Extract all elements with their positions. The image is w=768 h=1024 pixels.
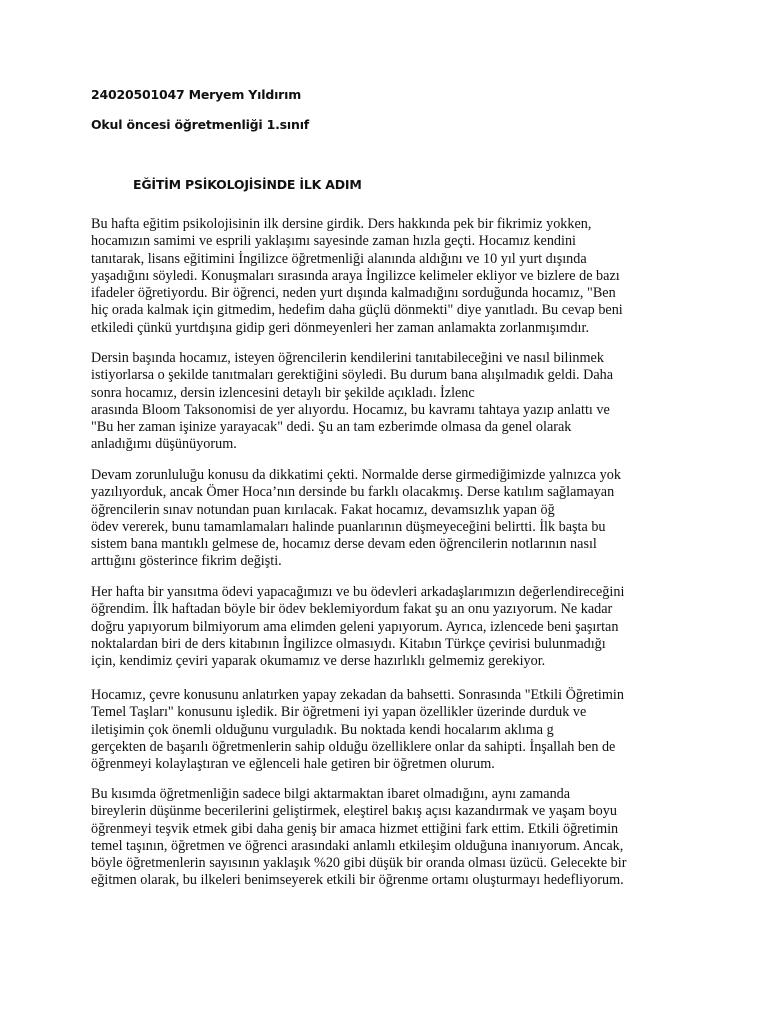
paragraph-line: bireylerin düşünme becerilerini geliştirmek, eleştirel bakış açısı kazandırmak ve yaşam boyu: [91, 803, 617, 820]
paragraph-line: noktalardan biri de ders kitabının İngilizce olmasıydı. Kitabın Türkçe çevirisi bulunmadığı: [91, 635, 606, 652]
paragraph-line: Dersin başında hocamız, isteyen öğrencilerin kendilerini tanıtabileceğini ve nasıl bilinmek: [91, 350, 604, 366]
paragraph-line: temel taşının, öğretmen ve öğrenci arasındaki anlamlı etkileşim olduğuna inanıyorum. Ancak,: [91, 837, 624, 854]
paragraph: [91, 350, 691, 454]
paragraph-line: sonra hocamız, dersin izlencesini detaylı bir şekilde açıkladı. İzlenc: [91, 384, 475, 401]
paragraph-line: arasında Bloom Taksonomisi de yer alıyordu. Hocamız, bu kavramı tahtaya yazıp anlattı ve: [91, 401, 610, 418]
paragraph-line: öğrenmeyi teşvik etmek gibi daha geniş bir amaca hizmet ettiğini fark ettim. Etkili öğretimin: [91, 820, 619, 837]
paragraph-line: sistem bana mantıklı gelmese de, hocamız derse devam eden öğrencilerin notlarının nasıl: [91, 536, 597, 553]
paragraph-line: için, kendimiz çeviri yaparak okumamız ve derse hazırlıklı gelmemiz gerekiyor.: [91, 653, 546, 670]
paragraph-line: öğrenmeyi kolaylaştıran ve eğlenceli hale getiren bir öğretmen olurum.: [91, 756, 495, 773]
paragraph: [91, 786, 691, 890]
paragraph-line: ödev vererek, bunu tamamlamaları halinde puanlarının düşmeyeceğini belirtti. İlk başta bu: [91, 518, 606, 535]
paragraph-line: yaşadığını söyledi. Konuşmaları sırasında araya İngilizce kelimeler ekliyor ve bizlere de bazı: [91, 267, 620, 284]
paragraph-line: eğitmen olarak, bu ilkeleri benimseyerek etkili bir öğrenme ortamı oluşturmayı hedefliyorum.: [91, 872, 624, 889]
paragraph: [91, 467, 691, 571]
paragraph-line: anladığımı düşünüyorum.: [91, 436, 237, 453]
paragraph-line: etkiledi çünkü yurtdışına gidip geri dönmeyenleri her zaman anlamakta zorlanmışımdır.: [91, 319, 589, 336]
paragraph-line: Temel Taşları" konusunu işledik. Bir öğretmeni iyi yapan özellikler üzerinde durduk ve: [91, 704, 587, 721]
paragraph-line: yazılıyorduk, ancak Ömer Hoca’nın dersinde bu farklı olacakmış. Derse katılım sağlamayan: [91, 484, 615, 501]
document-title: EĞİTİM PSİKOLOJİSİNDE İLK ADIM: [133, 177, 362, 192]
paragraph-line: böyle öğretmenlerin sayısının yaklaşık %20 gibi düşük bir oranda olması üzücü. Gelecekte bir: [91, 855, 627, 872]
paragraph-line: Hocamız, çevre konusunu anlatırken yapay zekadan da bahsetti. Sonrasında "Etkili Öğretimin: [91, 687, 624, 703]
class-line: Okul öncesi öğretmenliği 1.sınıf: [91, 117, 310, 132]
paragraph: [91, 216, 691, 337]
paragraph-line: Bu hafta eğitim psikolojisinin ilk dersine girdik. Ders hakkında pek bir fikrimiz yokken,: [91, 216, 592, 232]
paragraph-line: öğrencilerin sınav notundan puan kırılacak. Fakat hocamız, devamsızlık yapan öğ: [91, 501, 555, 518]
paragraph-line: Her hafta bir yansıtma ödevi yapacağımızı ve bu ödevleri arkadaşlarımızın değerlendireceğini: [91, 584, 625, 600]
paragraph-line: ifadeler öğretiyordu. Bir öğrenci, neden yurt dışında kalmadığını sorduğunda hocamız, "Ben: [91, 285, 616, 302]
paragraph-line: hocamızın samimi ve esprili yaklaşımı sayesinde zaman hızla geçti. Hocamız kendini: [91, 233, 576, 250]
paragraph-line: istiyorlarsa o şekilde tanıtmaları gerektiğini söyledi. Bu durum bana alışılmadık geldi. Daha: [91, 367, 614, 384]
paragraph-line: "Bu her zaman işinize yarayacak" dedi. Şu an tam ezberimde olmasa da genel olarak: [91, 419, 572, 436]
paragraph-line: tanıtarak, lisans eğitimini İngilizce öğretmenliği alanında aldığını ve 10 yıl yurt dışında: [91, 250, 587, 267]
paragraph: [91, 584, 691, 670]
paragraph-line: iletişimin çok önemli olduğunu vurguladık. Bu noktada kendi hocalarım aklıma g: [91, 721, 554, 738]
paragraph: [91, 687, 691, 773]
student-name-line: 24020501047 Meryem Yıldırım: [91, 87, 302, 102]
paragraph-line: Bu kısımda öğretmenliğin sadece bilgi aktarmaktan ibaret olmadığını, aynı zamanda: [91, 786, 571, 802]
paragraph-line: Devam zorunluluğu konusu da dikkatimi çekti. Normalde derse girmediğimizde yalnızca yok: [91, 467, 621, 483]
paragraph-line: doğru yapıyorum bilmiyorum ama elimden geleni yapıyorum. Ayrıca, izlencede beni şaşırtan: [91, 618, 619, 635]
paragraph-line: arttığını gösterince fikrim değişti.: [91, 553, 282, 570]
paragraph-line: gerçekten de başarılı öğretmenlerin sahip olduğu özelliklere onlar da sahipti. İnşallah ben de: [91, 738, 616, 755]
paragraph-line: öğrendim. İlk haftadan böyle bir ödev beklemiyordum fakat şu an onu yazıyorum. Ne kadar: [91, 601, 613, 618]
paragraph-line: hiç orada kalmak için gitmedim, hedefim daha güçlü dönmekti" diye yanıtladı. Bu cevap beni: [91, 302, 623, 319]
